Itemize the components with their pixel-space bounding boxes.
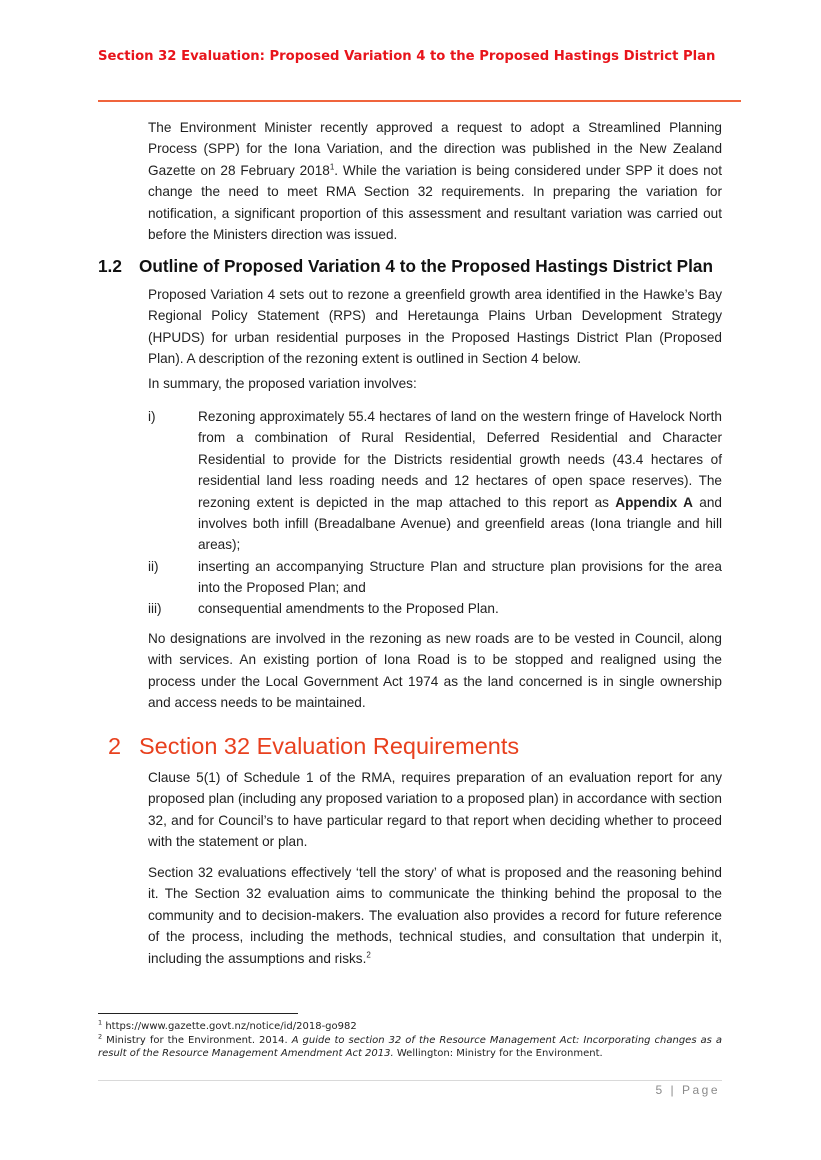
page-separator: |: [664, 1083, 682, 1097]
intro-paragraph: [148, 117, 722, 245]
footnote-text: Ministry for the Environment. 2014.: [102, 1034, 292, 1046]
footnote-link[interactable]: https://www.gazette.govt.nz/notice/id/2018-go982: [102, 1021, 357, 1032]
section-2-paragraph-1: Clause 5(1) of Schedule 1 of the RMA, requires preparation of an evaluation report for any proposed plan (including any proposed variation to a proposed plan) in accordance with section 32, and for Council’s to have particular regard to that report when deciding whether to proceed with the statement or plan.: [148, 770, 722, 850]
section-1-2-title: Outline of Proposed Variation 4 to the Proposed Hastings District Plan: [139, 256, 713, 276]
list-item-1: [148, 406, 722, 556]
page-label: Page: [681, 1083, 720, 1097]
list-item-content: inserting an accompanying Structure Plan and structure plan provisions for the area into the Proposed Plan; and: [198, 559, 722, 596]
section-1-2-paragraph-2: In summary, the proposed variation involves:: [148, 376, 417, 391]
footnote-text: Wellington: Ministry for the Environment.: [393, 1048, 603, 1059]
section-1-2-paragraph-3: No designations are involved in the rezoning as new roads are to be vested in Council, along with services. An existing portion of Iona Road is to be stopped and realigned using the process under the Local Government Act 1974 as the land concerned is in single ownership and access needs to be maintained.: [148, 631, 722, 711]
footnote-marker: 2: [98, 1032, 103, 1041]
section-1-2-paragraph-1: Proposed Variation 4 sets out to rezone a greenfield growth area identified in the Hawke’s Bay Regional Policy Statement (RPS) and Heretaunga Plains Urban Development Strategy (HPUDS) for urban residential purposes in the Proposed Hastings District Plan (Proposed Plan). A description of the rezoning extent is outlined in Section 4 below.: [148, 287, 722, 367]
footnote-separator: [98, 1013, 298, 1014]
list-marker: iii): [148, 601, 162, 616]
section-1-2-number: 1.2: [98, 256, 122, 276]
footnote-ref-2[interactable]: 2: [366, 950, 371, 960]
footnote-2: [98, 1034, 722, 1061]
intro-text-part1: The Environment Minister recently approved a request to adopt a Streamlined Planning Process (SPP) for the Iona Variation, and the direction was published in the New Zealand Gazette on 28 February 2018: [148, 120, 722, 178]
footnote-1: [98, 1020, 722, 1034]
list-item-text: and involves both infill (Breadalbane Avenue) and greenfield areas (Iona triangle and hill areas);: [198, 494, 722, 553]
intro-text-part2: . While the variation is being considered under SPP it does not change the need to meet RMA Section 32 requirements. In preparing the variation for notification, a significant proportion of this assessment and resultant variation was carried out before the Ministers direction was issued.: [148, 162, 722, 243]
list-marker: i): [148, 409, 156, 424]
section-2-paragraph-2: [148, 862, 722, 969]
footnotes: [98, 1020, 722, 1061]
page-number-value: 5: [655, 1083, 665, 1097]
list-item-3: [148, 598, 722, 619]
list-item-content: consequential amendments to the Proposed Plan.: [198, 601, 499, 616]
footnote-marker: 1: [98, 1018, 103, 1027]
page-number: [640, 1083, 720, 1097]
list-item-text: Rezoning approximately 55.4 hectares of land on the western fringe of Havelock North from a combination of Rural Residential, Deferred Residential and Character Residential to provide for the Districts residential growth needs (43.4 hectares of residential land less roading needs and 12 hectares of open space reserves). The rezoning extent is depicted in the map attached to this report as: [198, 409, 722, 510]
section-2-heading: [108, 733, 519, 760]
section-2-title: Section 32 Evaluation Requirements: [139, 733, 520, 759]
list-marker: ii): [148, 559, 159, 574]
list-item-content: [198, 406, 722, 556]
appendix-a-reference: Appendix A: [615, 494, 693, 510]
footnote-ref-1[interactable]: 1: [329, 162, 335, 172]
footer-divider: [98, 1080, 722, 1081]
list-item-2: [148, 556, 722, 599]
section-1-2-heading: [98, 256, 713, 277]
header-divider: [98, 100, 741, 102]
page-header-title: Section 32 Evaluation: Proposed Variation 4 to the Proposed Hastings District Plan: [98, 49, 716, 64]
section-2-paragraph-2-text: Section 32 evaluations effectively ‘tell the story’ of what is proposed and the reasoning behind it. The Section 32 evaluation aims to communicate the thinking behind the proposal to the community and to decision-makers. The evaluation also provides a record for future reference of the process, including the methods, technical studies, and consultation that underpin it, including the assumptions and risks.: [148, 865, 722, 966]
footnote-citation-title: A guide to section 32 of the Resource Management Act: Incorporating changes as a result of the Resource Management Amendment Act 2013.: [98, 1034, 723, 1059]
section-2-number: 2: [108, 733, 122, 759]
